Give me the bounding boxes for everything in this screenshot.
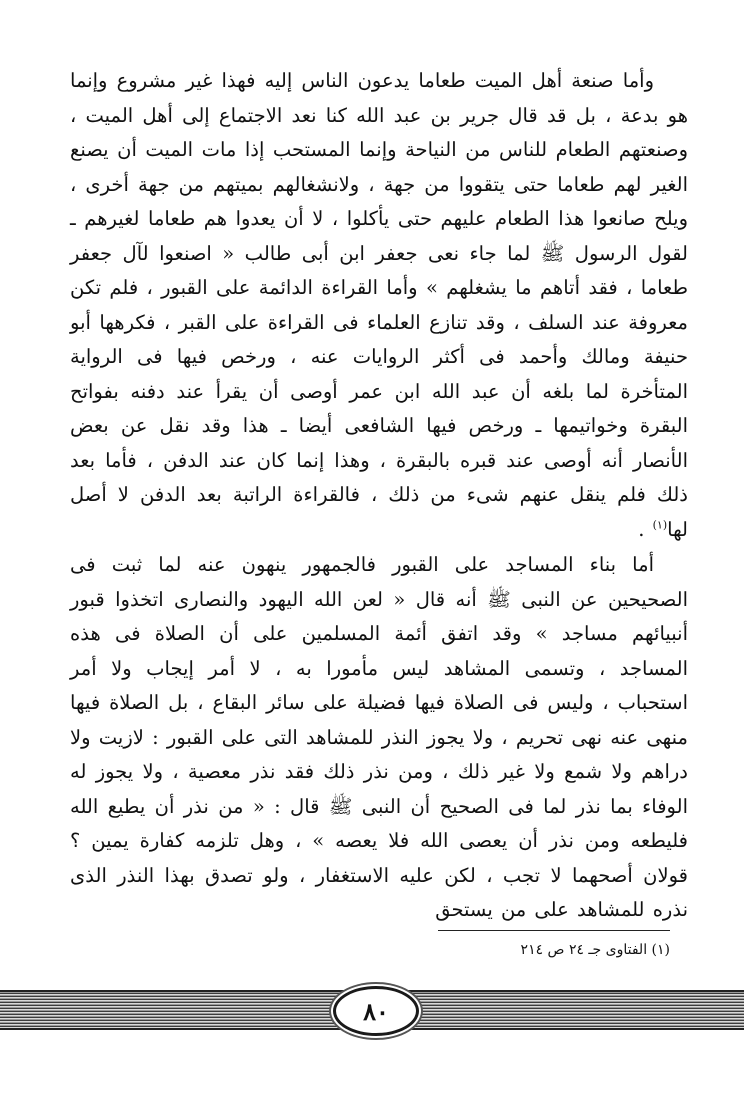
footnote-divider <box>438 930 670 931</box>
page-number: ٨٠ <box>333 986 419 1036</box>
paragraph-2: أما بناء المساجد على القبور فالجمهور ينهون عنه لما ثبت فى الصحيحين عن النبى ﷺ أنه قال « لعن الله اليهود والنصارى اتخذوا قبور أنبيائهم مساجد » وقد اتفق أئمة المسلمين على أن الصلاة فى هذه المساجد ، وتسمى المشاهد ليس مأمورا به ، لا أمر إيجاب ولا أمر استحباب ، وليس فى الصلاة فيها فضيلة على سائر البقاع ، بل الصلاة فيها منهى عنه نهى تحريم ، ولا يجوز النذر للمشاهد التى على القبور : لازيت ولا دراهم ولا شمع ولا غير ذلك ، ومن نذر ذلك فقد نذر معصية ، ولا يجوز له الوفاء بما نذر لما فى الصحيح أن النبى ﷺ قال : « من نذر أن يطيع الله فليطعه ومن نذر أن يعصى الله فلا يعصه » ، وهل تلزمه كفارة يمين ؟ قولان أصحهما لا تجب ، لكن عليه الاستغفار ، ولو تصدق بهذا النذر الذى نذره للمشاهد على من يستحق <box>70 553 688 921</box>
footnote: (١) الفتاوى جـ ٢٤ ص ٢١٤ <box>520 942 670 958</box>
footnote-reference: (١) <box>652 518 668 531</box>
paragraph-1 <box>70 64 688 547</box>
body-text-block-1 <box>70 64 688 547</box>
body-text-block-2 <box>70 548 688 928</box>
paragraph-1-text: وأما صنعة أهل الميت طعاما يدعون الناس إليه فهذا غير مشروع وإنما هو بدعة ، بل قد قال جرير بن عبد الله كنا نعد الاجتماع إلى أهل الميت ، وصنعتهم الطعام للناس من النياحة وإنما المستحب إذا مات الميت أن يصنع الغير لهم طعاما حتى يتقووا من جهة ، ولانشغالهم بميتهم من جهة أخرى ، ويلح صانعوا هذا الطعام عليهم حتى يأكلوا ، لا أن يعدوا هم طعاما لغيرهم ـ لقول الرسول ﷺ لما جاء نعى جعفر ابن أبى طالب « اصنعوا لآل جعفر طعاما ، فقد أتاهم ما يشغلهم » وأما القراءة الدائمة على القبور ، فلم تكن معروفة عند السلف ، وقد تنازع العلماء فى القراءة على القبر ، فكرهها أبو حنيفة ومالك وأحمد فى أكثر الروايات عنه ، ورخص فيها فى الرواية المتأخرة لما بلغه أن عبد الله ابن عمر أوصى أن يقرأ عند دفنه بفواتح البقرة وخواتيمها ـ ورخص فيها الشافعى أيضا ـ هذا وقد نقل عن بعض الأنصار أنه أوصى عند قبره بالبقرة ، وهذا إنما كان عند الدفن ، فأما بعد ذلك فلم ينقل عنهم شىء من ذلك ، فالقراءة الراتبة بعد الدفن لا أصل لها <box>70 69 688 541</box>
paragraph-1-end: . <box>638 517 653 541</box>
